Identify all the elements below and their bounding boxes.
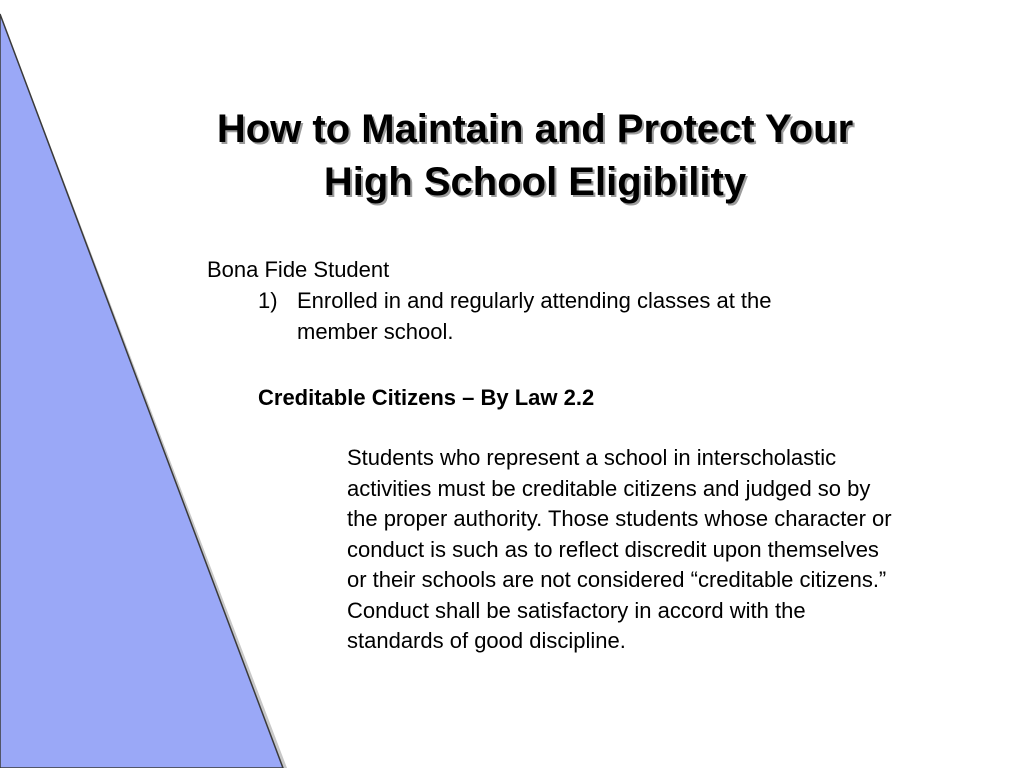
section-heading: Bona Fide Student (207, 257, 390, 282)
subsection-paragraph (347, 443, 892, 657)
paragraph-line: standards of good discipline. (347, 628, 626, 653)
paragraph-line: or their schools are not considered “creditable citizens.” (347, 567, 887, 592)
paragraph-line: conduct is such as to reflect discredit upon themselves (347, 536, 879, 562)
paragraph-line: activities must be creditable citizens and judged so by (347, 475, 871, 501)
paragraph-line: the proper authority. Those students whose character or (347, 506, 892, 531)
subsection-heading: Creditable Citizens – By Law 2.2 (258, 385, 595, 410)
paragraph-line: Conduct shall be satisfactory in accord with the (347, 597, 806, 623)
list-item-text (297, 285, 772, 347)
title-line-2: High School Eligibility (323, 160, 747, 204)
list-item-line-1: Enrolled in and regularly attending classes at the (297, 288, 772, 313)
list-item-line-2: member school. (297, 319, 454, 344)
slide-title (150, 103, 920, 209)
list-item-number: 1) (258, 288, 278, 313)
paragraph-line: Students who represent a school in interscholastic (347, 445, 837, 470)
title-line-1: How to Maintain and Protect Your (216, 107, 854, 151)
